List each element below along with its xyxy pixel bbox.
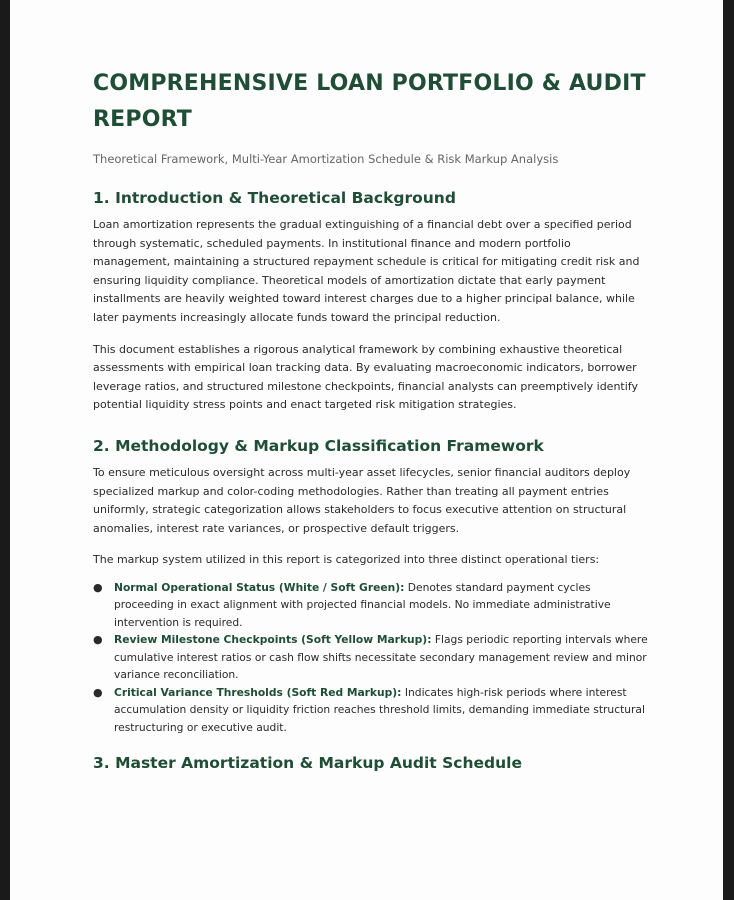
bullet-icon: ● xyxy=(93,580,103,594)
section-2-paragraph-1: To ensure meticulous oversight across multi-year asset lifecycles, senior financial auditors deploy specialized markup and color-coding methodologies. Rather than treating all payment entries uniformly, strategic categorization allows stakeholders to focus executive attention on structural anomalies, interest rate variances, or prospective default triggers. xyxy=(93,465,631,535)
tier-name: Review Milestone Checkpoints (Soft Yellow Markup): xyxy=(114,633,432,647)
tier-item-review xyxy=(93,631,648,684)
tier-item-critical xyxy=(93,684,648,737)
section-2-heading: 2. Methodology & Markup Classification Framework xyxy=(93,436,544,455)
bullet-icon: ● xyxy=(93,633,103,647)
tier-description: Denotes standard payment cycles proceeding in exact alignment with projected financial models. No immediate administrative intervention is required. xyxy=(114,580,611,629)
section-1-paragraph-1: Loan amortization represents the gradual extinguishing of a financial debt over a specified period through systematic, scheduled payments. In institutional finance and modern portfolio management, maintaining a structured repayment schedule is critical for mitigating credit risk and ensuring liquidity compliance. Theoretical models of amortization dictate that early payment installments are heavily weighted toward interest charges due to a higher principal balance, while later payments increasingly allocate funds toward the principal reduction. xyxy=(93,218,640,324)
bullet-icon: ● xyxy=(93,685,103,699)
section-2-paragraph-2: The markup system utilized in this report is categorized into three distinct operational tiers: xyxy=(93,553,600,567)
section-1-heading: 1. Introduction & Theoretical Background xyxy=(93,189,456,207)
tier-description: Indicates high-risk periods where interest accumulation density or liquidity friction reaches threshold limits, demanding immediate structural restructuring or executive audit. xyxy=(114,685,645,734)
document-page xyxy=(10,0,723,900)
markup-tier-list xyxy=(93,579,648,737)
report-subtitle: Theoretical Framework, Multi-Year Amortization Schedule & Risk Markup Analysis xyxy=(93,152,559,166)
document-content xyxy=(93,66,648,774)
report-title: COMPREHENSIVE LOAN PORTFOLIO & AUDIT REPORT xyxy=(93,71,646,132)
tier-name: Critical Variance Thresholds (Soft Red Markup): xyxy=(114,685,402,699)
tier-name: Normal Operational Status (White / Soft Green): xyxy=(114,580,405,594)
tier-description: Flags periodic reporting intervals where cumulative interest ratios or cash flow shifts necessitate secondary management review and minor variance reconciliation. xyxy=(114,633,648,682)
section-1-paragraph-2: This document establishes a rigorous analytical framework by combining exhaustive theoretical assessments with empirical loan tracking data. By evaluating macroeconomic indicators, borrower leverage ratios, and structured milestone checkpoints, financial analysts can preemptively identify potential liquidity stress points and enact targeted risk mitigation strategies. xyxy=(93,342,638,412)
section-3-heading: 3. Master Amortization & Markup Audit Schedule xyxy=(93,754,522,773)
tier-item-normal xyxy=(93,579,648,632)
